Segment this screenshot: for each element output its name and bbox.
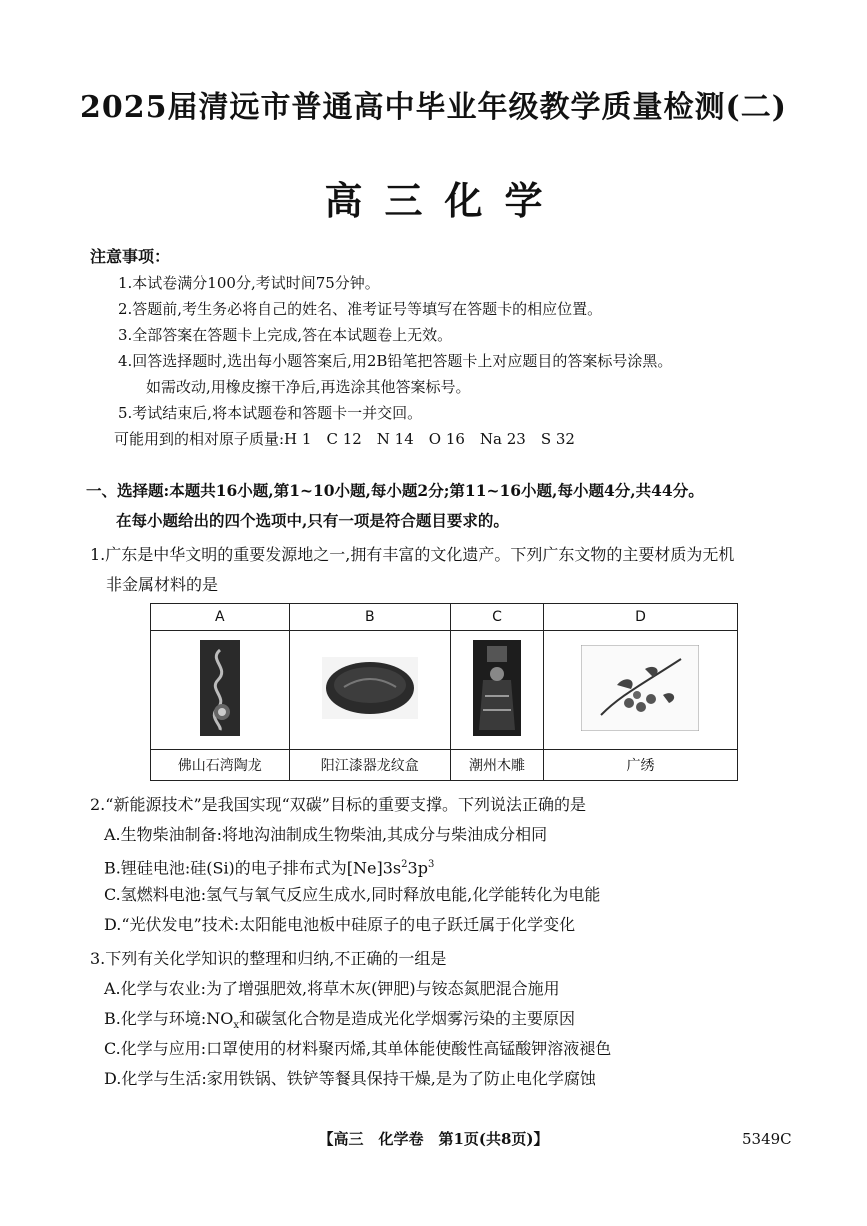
exam-title: 2025届清远市普通高中毕业年级教学质量检测(二)	[80, 90, 787, 125]
question-3-option-a: A.化学与农业:为了增强肥效,将草木灰(钾肥)与铵态氮肥混合施用	[104, 979, 560, 998]
note-item: 4.回答选择题时,选出每小题答案后,用2B铅笔把答题卡上对应题目的答案标号涂黑。	[118, 352, 673, 370]
atomic-masses: 可能用到的相对原子质量:H 1 C 12 N 14 O 16 Na 23 S 32	[114, 430, 575, 448]
artifact-name: 潮州木雕	[451, 750, 544, 781]
question-3-option-b	[90, 1004, 810, 1034]
note-item-continued: 如需改动,用橡皮擦干净后,再选涂其他答案标号。	[146, 378, 471, 396]
note-item: 3.全部答案在答题卡上完成,答在本试题卷上无效。	[118, 326, 453, 344]
page-footer: 【高三 化学卷 第1页(共8页)】	[318, 1130, 549, 1148]
question-3	[90, 944, 810, 1094]
question-2-option-b	[90, 850, 810, 880]
section-line-1: 一、选择题:本题共16小题,第1~10小题,每小题2分;第11~16小题,每小题4分,共44分。	[86, 481, 704, 500]
artifact-name: 阳江漆器龙纹盒	[289, 750, 450, 781]
option-b-text-mid: 3p	[407, 858, 428, 878]
subscript: x	[233, 1020, 239, 1032]
embroidery-image	[581, 645, 699, 731]
option-b-text: B.化学与环境:NO	[104, 1009, 234, 1028]
artifact-name: 佛山石湾陶龙	[151, 750, 290, 781]
artifact-name: 广绣	[543, 750, 737, 781]
notes-heading: 注意事项：	[90, 247, 171, 266]
question-3-stem: 3.下列有关化学知识的整理和归纳,不正确的一组是	[90, 949, 447, 968]
option-letter: D	[543, 604, 737, 631]
note-item: 1.本试卷满分100分,考试时间75分钟。	[118, 274, 380, 292]
question-2-stem: 2.“新能源技术”是我国实现“双碳”目标的重要支撑。下列说法正确的是	[90, 795, 586, 814]
question-2-option-c: C.氢燃料电池:氢气与氧气反应生成水,同时释放电能,化学能转化为电能	[104, 885, 601, 904]
superscript: 2	[401, 859, 408, 870]
notes-list	[114, 270, 818, 452]
pottery-dragon-image	[200, 640, 240, 736]
note-item: 5.考试结束后,将本试题卷和答题卡一并交回。	[118, 404, 423, 422]
wood-carving-image	[473, 640, 521, 736]
subject-title: 高三化学	[324, 178, 565, 223]
question-1	[90, 540, 810, 600]
note-item: 2.答题前,考生务必将自己的姓名、准考证号等填写在答题卡的相应位置。	[118, 300, 603, 318]
question-1-stem-cont: 非金属材料的是	[106, 575, 219, 594]
artifact-table	[150, 603, 738, 781]
question-3-option-c: C.化学与应用:口罩使用的材料聚丙烯,其单体能使酸性高锰酸钾溶液褪色	[104, 1039, 612, 1058]
question-2-option-a: A.生物柴油制备:将地沟油制成生物柴油,其成分与柴油成分相同	[104, 825, 548, 844]
paper-code: 5349C	[742, 1130, 792, 1148]
lacquer-box-image	[322, 657, 418, 719]
question-1-stem: 1.广东是中华文明的重要发源地之一,拥有丰富的文化遗产。下列广东文物的主要材质为无机	[90, 545, 735, 564]
section-instructions	[86, 476, 810, 536]
section-line-2: 在每小题给出的四个选项中,只有一项是符合题目要求的。	[116, 511, 509, 530]
question-2-option-d: D.“光伏发电”技术:太阳能电池板中硅原子的电子跃迁属于化学变化	[104, 915, 576, 934]
option-b-text-post: 和碳氢化合物是造成光化学烟雾污染的主要原因	[239, 1009, 576, 1028]
option-b-text: B.锂硅电池:硅(Si)的电子排布式为[Ne]3s	[104, 858, 402, 878]
option-letter: B	[289, 604, 450, 631]
superscript: 3	[427, 859, 435, 870]
question-3-option-d: D.化学与生活:家用铁锅、铁铲等餐具保持干燥,是为了防止电化学腐蚀	[104, 1069, 596, 1088]
question-2	[90, 790, 810, 940]
option-letter: C	[451, 604, 544, 631]
option-letter: A	[151, 604, 290, 631]
